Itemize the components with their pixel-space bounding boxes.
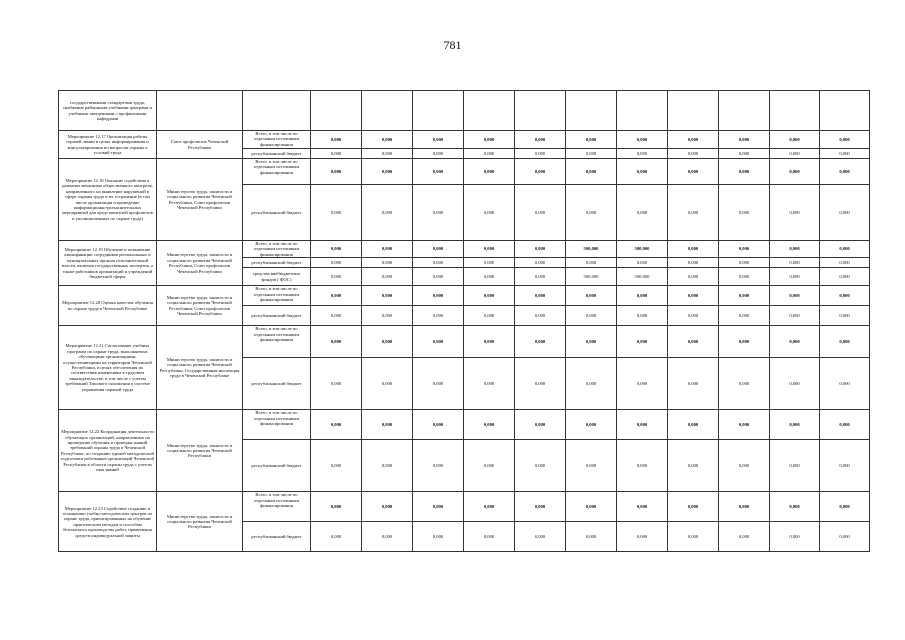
amount-cell: 0,000	[413, 492, 464, 522]
amount-cell: 0,000	[668, 268, 719, 286]
amount-cell: 0,000	[820, 159, 870, 185]
amount-cell: 0,000	[464, 326, 515, 358]
amount-cell: 0,000	[820, 241, 870, 258]
amount-cell: 0,000	[311, 326, 362, 358]
amount-cell: 0,000	[311, 410, 362, 440]
amount-cell: 0,000	[413, 131, 464, 149]
funding-source-cell: республиканский бюджет	[243, 258, 311, 268]
amount-cell: 0,000	[668, 410, 719, 440]
amount-cell: 0,000	[770, 306, 820, 326]
budget-table	[58, 90, 870, 552]
amount-cell: 0,000	[719, 286, 770, 306]
amount-cell: 0,000	[362, 241, 413, 258]
funding-source-cell: республиканский бюджет	[243, 306, 311, 326]
amount-cell: 0,000	[464, 149, 515, 159]
activity-cell: Мероприятие 12.19 Обучение и повышение квалификации сотрудников региональных и муниципальных органов исполнительной власти, включая государственных экспертов, а также работников организаций и учреждений бюджетной сферы	[59, 241, 157, 286]
amount-cell: 0,000	[566, 258, 617, 268]
amount-cell: 0,000	[362, 185, 413, 241]
amount-cell: 0,000	[515, 286, 566, 306]
carryover-row	[59, 91, 870, 131]
amount-cell: 0,000	[311, 440, 362, 492]
amount-cell: 0,000	[668, 185, 719, 241]
amount-cell: 0,000	[719, 522, 770, 552]
amount-cell: 0,000	[668, 241, 719, 258]
funding-source-cell: Всего, в том числе по отдельным источникам финансирования	[243, 326, 311, 358]
amount-cell: 0,000	[311, 286, 362, 306]
amount-cell: 0,000	[820, 185, 870, 241]
funding-source-cell: республиканский бюджет	[243, 440, 311, 492]
amount-cell: 0,000	[566, 306, 617, 326]
amount-cell: 0,000	[668, 306, 719, 326]
amount-cell: 0,000	[413, 258, 464, 268]
amount-cell: 0,000	[362, 258, 413, 268]
amount-cell: 0,000	[566, 522, 617, 552]
amount-cell: 0,000	[668, 149, 719, 159]
amount-cell: 0,000	[464, 286, 515, 306]
amount-cell: 0,000	[770, 286, 820, 306]
amount-cell: 0,000	[770, 159, 820, 185]
amount-cell: 0,000	[464, 358, 515, 410]
amount-cell: 0,000	[719, 492, 770, 522]
amount-cell: 0,000	[719, 358, 770, 410]
table-row	[59, 159, 870, 185]
amount-cell: 0,000	[770, 149, 820, 159]
amount-cell: 0,000	[770, 410, 820, 440]
amount-cell: 0,000	[464, 440, 515, 492]
amount-cell: 0,000	[362, 159, 413, 185]
amount-cell: 0,000	[413, 306, 464, 326]
amount-cell: 0,000	[617, 358, 668, 410]
amount-cell: 0,000	[770, 258, 820, 268]
amount-cell: 0,000	[515, 306, 566, 326]
funding-source-cell: Всего, в том числе по отдельным источникам финансирования	[243, 241, 311, 258]
activity-cell: Мероприятие 12.20 Оценка качества обучения по охране труда в Чеченской Республике	[59, 286, 157, 326]
amount-cell: 0,000	[413, 268, 464, 286]
amount-cell: 0,000	[515, 326, 566, 358]
amount-cell: 0,000	[820, 258, 870, 268]
amount-cell: 0,000	[719, 440, 770, 492]
amount-cell: 0,000	[770, 326, 820, 358]
table-row	[59, 286, 870, 306]
page-number: 781	[443, 38, 462, 52]
amount-cell: 0,000	[566, 286, 617, 306]
amount-cell: 0,000	[515, 185, 566, 241]
activity-cell: Мероприятие 12.22 Координация деятельности обучающих организаций, направленных на проведение обучения и проверки знаний требований охраны труда в Чеченской Республике, по созданию единой методической подготовки работников организаций Чеченской Республики в области охраны труда с учетом ими знаний	[59, 410, 157, 492]
table-row	[59, 241, 870, 258]
amount-cell: 0,000	[311, 241, 362, 258]
amount-cell: 0,000	[413, 440, 464, 492]
amount-cell: 0,000	[617, 492, 668, 522]
amount-cell: 0,000	[820, 131, 870, 149]
table-row	[59, 131, 870, 149]
amount-cell: 0,000	[719, 306, 770, 326]
amount-cell: 0,000	[668, 131, 719, 149]
amount-cell: 0,000	[820, 440, 870, 492]
amount-cell: 0,000	[617, 306, 668, 326]
activity-cell: Мероприятие 12.18 Оказание содействия в развитии механизма общественного контроля, направленного на выявление нарушений в сфере охраны труда и их устранение (в том числе организация и проведение информационно-разъяснительных мероприятий для представителей профсоюзов и уполномоченных по охране труда)	[59, 159, 157, 241]
amount-cell: 0,000	[464, 306, 515, 326]
amount-cell: 0,000	[413, 286, 464, 306]
amount-cell: 0,000	[719, 241, 770, 258]
amount-cell: 0,000	[617, 410, 668, 440]
amount-cell: 0,000	[770, 268, 820, 286]
amount-cell: 0,000	[311, 306, 362, 326]
funding-source-cell: республиканский бюджет	[243, 149, 311, 159]
amount-cell: 0,000	[362, 268, 413, 286]
funding-source-cell: республиканский бюджет	[243, 185, 311, 241]
funding-source-cell: Всего, в том числе по отдельным источникам финансирования	[243, 286, 311, 306]
amount-cell: 0,000	[770, 185, 820, 241]
amount-cell: 0,000	[362, 492, 413, 522]
amount-cell: 0,000	[770, 131, 820, 149]
executor-cell: Министерство труда, занятости и социального развития Чеченской Республики, Союз профсоюзов Чеченской Республики	[157, 159, 243, 241]
amount-cell: 0,000	[464, 492, 515, 522]
amount-cell: 0,000	[464, 131, 515, 149]
amount-cell: 0,000	[515, 268, 566, 286]
table-row	[59, 492, 870, 522]
amount-cell: 0,000	[617, 131, 668, 149]
amount-cell: 0,000	[719, 185, 770, 241]
executor-cell: Союз профсоюзов Чеченской Республики	[157, 131, 243, 159]
amount-cell: 500,000	[617, 268, 668, 286]
amount-cell: 0,000	[770, 440, 820, 492]
amount-cell: 0,000	[719, 131, 770, 149]
amount-cell: 0,000	[515, 258, 566, 268]
amount-cell: 0,000	[464, 410, 515, 440]
amount-cell: 0,000	[820, 286, 870, 306]
amount-cell: 0,000	[464, 159, 515, 185]
amount-cell: 0,000	[413, 159, 464, 185]
amount-cell: 0,000	[464, 241, 515, 258]
amount-cell: 0,000	[311, 159, 362, 185]
amount-cell: 0,000	[668, 159, 719, 185]
amount-cell: 0,000	[668, 326, 719, 358]
amount-cell: 0,000	[719, 268, 770, 286]
amount-cell: 0,000	[311, 492, 362, 522]
amount-cell: 0,000	[464, 268, 515, 286]
amount-cell: 0,000	[311, 149, 362, 159]
amount-cell: 0,000	[668, 258, 719, 268]
amount-cell: 0,000	[362, 149, 413, 159]
amount-cell: 0,000	[515, 492, 566, 522]
amount-cell: 0,000	[362, 358, 413, 410]
amount-cell: 0,000	[820, 410, 870, 440]
amount-cell: 0,000	[362, 410, 413, 440]
amount-cell: 0,000	[719, 149, 770, 159]
amount-cell: 0,000	[362, 286, 413, 306]
activity-cell: Мероприятие 12.23 Содействие созданию и оснащению учебно-методических центров по охране труда, ориентированных на обучение практическим методам и способам безопасного производства работ, применения средств индивидуальной защиты	[59, 492, 157, 552]
amount-cell: 500,000	[617, 241, 668, 258]
executor-cell: Министерство труда, занятости и социального развития Чеченской Республики, Государственная инспекция труда в Чеченской Республике	[157, 326, 243, 410]
amount-cell: 0,000	[515, 440, 566, 492]
amount-cell: 0,000	[820, 268, 870, 286]
amount-cell: 0,000	[719, 159, 770, 185]
amount-cell: 0,000	[617, 440, 668, 492]
funding-source-cell: Всего, в том числе по отдельным источникам финансирования	[243, 159, 311, 185]
amount-cell: 0,000	[413, 149, 464, 159]
amount-cell: 0,000	[820, 492, 870, 522]
amount-cell: 0,000	[770, 522, 820, 552]
amount-cell: 0,000	[668, 358, 719, 410]
amount-cell: 0,000	[362, 326, 413, 358]
amount-cell: 0,000	[617, 258, 668, 268]
amount-cell: 0,000	[566, 159, 617, 185]
executor-cell: Министерство труда, занятости и социального развития Чеченской Республики, Союз профсоюзов Чеченской Республики	[157, 241, 243, 286]
amount-cell: 0,000	[566, 492, 617, 522]
amount-cell: 0,000	[515, 149, 566, 159]
amount-cell: 0,000	[362, 306, 413, 326]
amount-cell: 0,000	[566, 185, 617, 241]
amount-cell: 0,000	[515, 159, 566, 185]
amount-cell: 0,000	[311, 522, 362, 552]
amount-cell: 0,000	[668, 522, 719, 552]
amount-cell: 0,000	[719, 258, 770, 268]
amount-cell: 0,000	[820, 306, 870, 326]
executor-cell: Министерство труда, занятости и социального развития Чеченской Республики	[157, 492, 243, 552]
amount-cell: 0,000	[362, 522, 413, 552]
amount-cell: 0,000	[617, 522, 668, 552]
amount-cell: 0,000	[668, 440, 719, 492]
activity-cell: Мероприятие 12.17 Организация работы горячей линии в целях информирования и консультирования по вопросам охраны и условий труда	[59, 131, 157, 159]
amount-cell: 0,000	[464, 522, 515, 552]
amount-cell: 0,000	[820, 149, 870, 159]
amount-cell: 0,000	[413, 522, 464, 552]
amount-cell: 0,000	[668, 286, 719, 306]
amount-cell: 0,000	[362, 440, 413, 492]
amount-cell: 0,000	[566, 149, 617, 159]
funding-source-cell: средства внебюджетных фондов ( ФОС)	[243, 268, 311, 286]
amount-cell: 0,000	[311, 358, 362, 410]
amount-cell: 0,000	[617, 185, 668, 241]
table-row	[59, 326, 870, 358]
table-row	[59, 410, 870, 440]
amount-cell: 0,000	[515, 131, 566, 149]
amount-cell: 0,000	[311, 258, 362, 268]
amount-cell: 0,000	[413, 358, 464, 410]
amount-cell: 0,000	[820, 326, 870, 358]
amount-cell: 0,000	[770, 492, 820, 522]
amount-cell: 0,000	[770, 241, 820, 258]
amount-cell: 0,000	[413, 410, 464, 440]
amount-cell: 0,000	[515, 241, 566, 258]
amount-cell: 0,000	[464, 258, 515, 268]
amount-cell: 0,000	[719, 326, 770, 358]
amount-cell: 0,000	[464, 185, 515, 241]
funding-source-cell: республиканский бюджет	[243, 358, 311, 410]
amount-cell: 0,000	[566, 440, 617, 492]
amount-cell: 0,000	[566, 326, 617, 358]
amount-cell: 0,000	[515, 410, 566, 440]
amount-cell: 0,000	[719, 410, 770, 440]
activity-cell: Мероприятие 12.21 Согласование учебных программ по охране труда, выполняемых обучающими организациями, осуществляющими на территории Чеченской Республики, в целях обеспечения их соответствия изменениям в трудовом законодательстве, в том числе с учетом требований Типового положения о системе управления охраной труда	[59, 326, 157, 410]
amount-cell: 0,000	[413, 326, 464, 358]
funding-source-cell: Всего, в том числе по отдельным источникам финансирования	[243, 410, 311, 440]
amount-cell: 0,000	[311, 131, 362, 149]
amount-cell: 0,000	[668, 492, 719, 522]
amount-cell: 0,000	[413, 185, 464, 241]
funding-source-cell: Всего, в том числе по отдельным источникам финансирования	[243, 492, 311, 522]
executor-cell: Министерство труда, занятости и социального развития Чеченской Республики, Союз профсоюзов Чеченской Республики	[157, 286, 243, 326]
funding-source-cell: Всего, в том числе по отдельным источникам финансирования	[243, 131, 311, 149]
amount-cell: 0,000	[362, 131, 413, 149]
amount-cell: 0,000	[413, 241, 464, 258]
amount-cell: 0,000	[311, 185, 362, 241]
amount-cell: 0,000	[566, 358, 617, 410]
amount-cell: 0,000	[515, 358, 566, 410]
amount-cell: 0,000	[515, 522, 566, 552]
amount-cell: 0,000	[617, 326, 668, 358]
amount-cell: 0,000	[566, 410, 617, 440]
executor-cell: Министерство труда, занятости и социального развития Чеченской Республики	[157, 410, 243, 492]
amount-cell: 500,000	[566, 268, 617, 286]
amount-cell: 0,000	[311, 268, 362, 286]
amount-cell: 0,000	[770, 358, 820, 410]
amount-cell: 0,000	[566, 131, 617, 149]
amount-cell: 0,000	[820, 358, 870, 410]
amount-cell: 500,000	[566, 241, 617, 258]
amount-cell: 0,000	[617, 159, 668, 185]
carryover-activity: государственными стандартами труда, снабжение районными учебными центрами и учебными заведениями с профильными кафедрами	[59, 91, 157, 131]
funding-source-cell: республиканский бюджет	[243, 522, 311, 552]
amount-cell: 0,000	[617, 149, 668, 159]
amount-cell: 0,000	[820, 522, 870, 552]
amount-cell: 0,000	[617, 286, 668, 306]
